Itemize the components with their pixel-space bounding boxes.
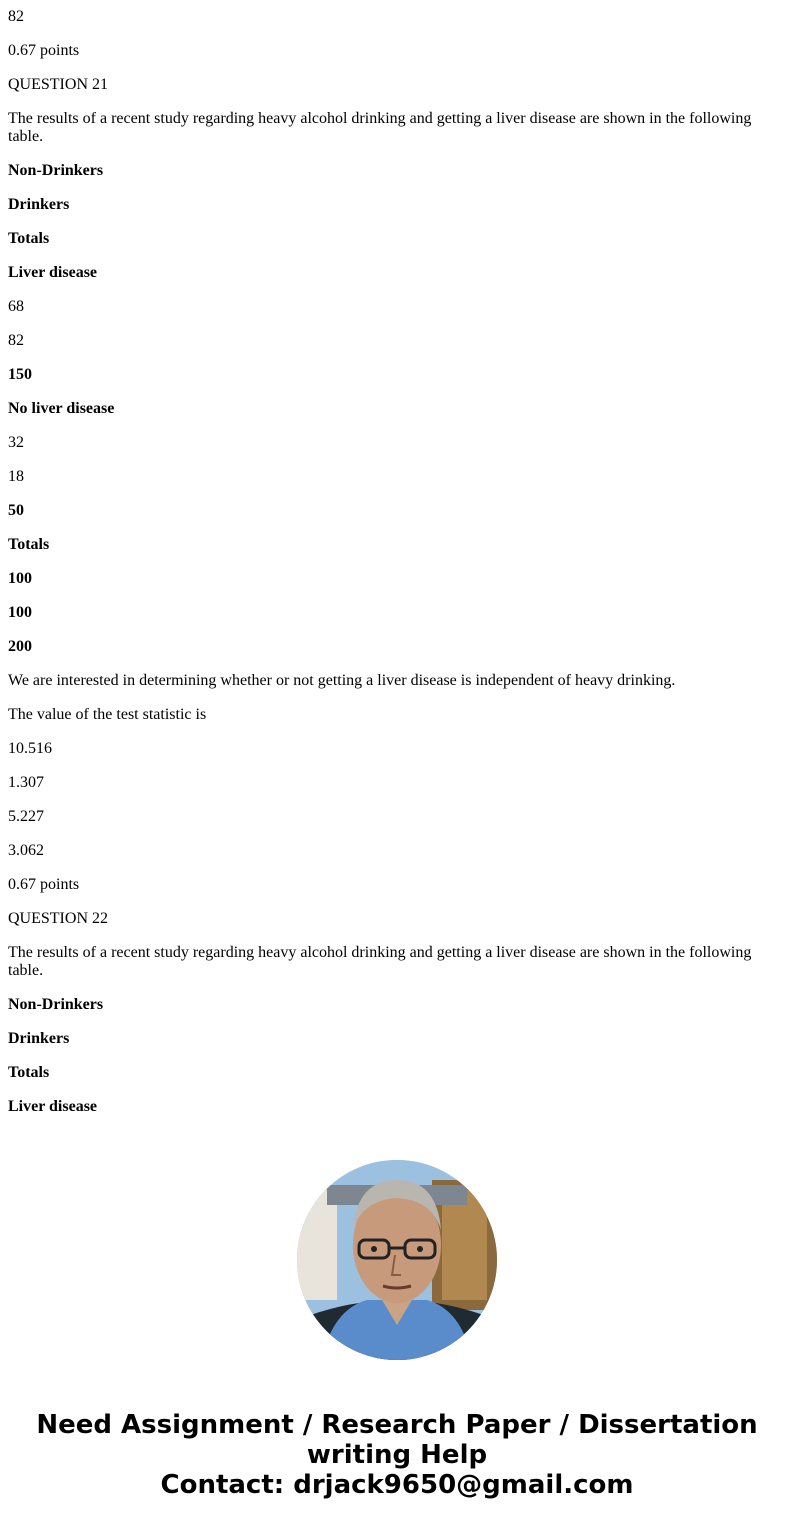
bold-line: 50: [8, 502, 24, 519]
text-line: 3.062: [8, 842, 44, 859]
bold-line: 200: [8, 638, 32, 655]
document-body: [0, 8, 794, 1116]
text-line: 82: [8, 8, 24, 25]
text-line: 0.67 points: [8, 876, 80, 893]
bold-line: 100: [8, 570, 32, 587]
promo-banner: [0, 1160, 794, 1500]
text-line: 5.227: [8, 808, 44, 825]
text-line: QUESTION 22: [8, 910, 108, 927]
promo-contact: Contact: drjack9650@gmail.com: [160, 1470, 634, 1500]
bold-line: Liver disease: [8, 1098, 98, 1115]
bold-line: Liver disease: [8, 264, 98, 281]
text-line: 32: [8, 434, 24, 451]
text-line: The value of the test statistic is: [8, 706, 207, 723]
bold-line: Non-Drinkers: [8, 996, 104, 1013]
text-line: The results of a recent study regarding heavy alcohol drinking and getting a liver disease are shown in the following table.: [8, 944, 752, 979]
text-line: QUESTION 21: [8, 76, 108, 93]
bold-line: 100: [8, 604, 32, 621]
portrait-photo: [297, 1160, 497, 1360]
text-line: 10.516: [8, 740, 52, 757]
text-line: 18: [8, 468, 24, 485]
promo-line-2: writing Help: [306, 1440, 488, 1470]
text-line: 0.67 points: [8, 42, 80, 59]
text-line: 1.307: [8, 774, 44, 791]
bold-line: 150: [8, 366, 32, 383]
avatar: [297, 1160, 497, 1360]
promo-line-1: Need Assignment / Research Paper / Dissertation: [36, 1410, 758, 1440]
text-line: 68: [8, 298, 24, 315]
text-line: We are interested in determining whether or not getting a liver disease is independent of heavy drinking.: [8, 672, 676, 689]
bold-line: Drinkers: [8, 196, 70, 213]
text-line: 82: [8, 332, 24, 349]
bold-line: Drinkers: [8, 1030, 70, 1047]
bold-line: Totals: [8, 536, 50, 553]
bold-line: Totals: [8, 230, 50, 247]
text-line: The results of a recent study regarding heavy alcohol drinking and getting a liver disease are shown in the following table.: [8, 110, 752, 145]
bold-line: No liver disease: [8, 400, 115, 417]
bold-line: Totals: [8, 1064, 50, 1081]
bold-line: Non-Drinkers: [8, 162, 104, 179]
promo-text: [0, 1410, 794, 1500]
